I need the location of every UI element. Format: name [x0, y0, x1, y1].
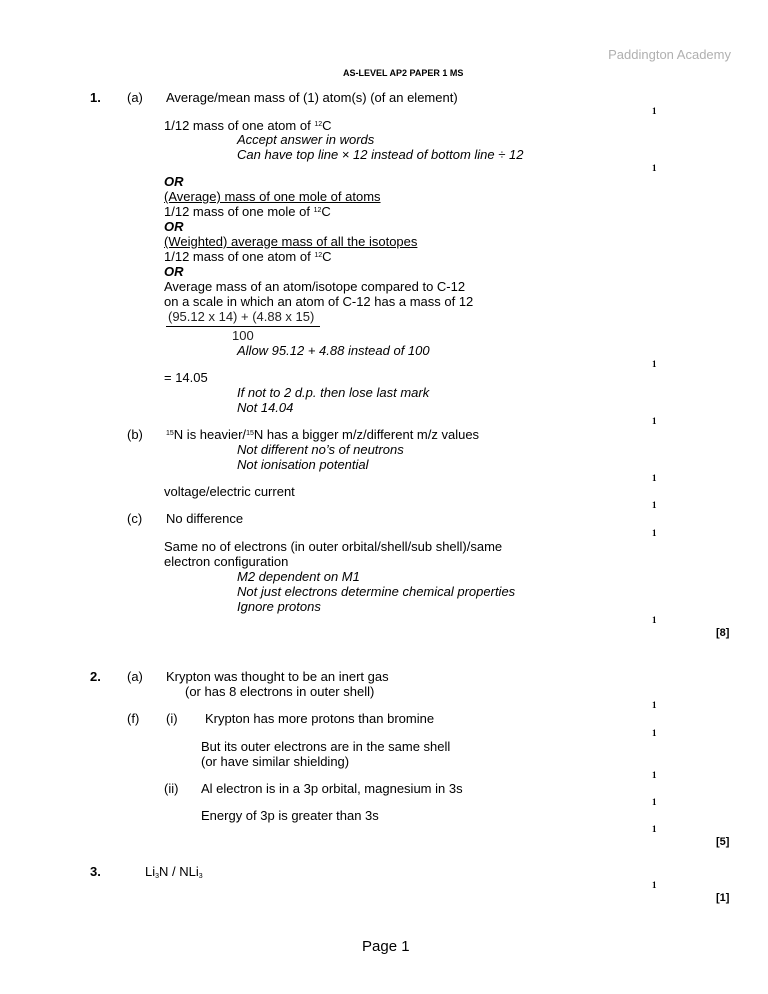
q2f-label: (f): [127, 711, 140, 726]
mark-q1-8: 1: [652, 615, 657, 625]
q1a-alt2: (Weighted) average mass of all the isotopes: [164, 234, 418, 249]
q1a-or-3: OR: [164, 264, 184, 279]
q2-total: [5]: [716, 836, 730, 848]
q2f-i-label: (i): [166, 711, 178, 726]
school-name: Paddington Academy: [608, 47, 731, 62]
mark-q2-5: 1: [652, 824, 657, 834]
q1c-line1: No difference: [166, 511, 244, 526]
q1b-line2: voltage/electric current: [164, 484, 295, 499]
q3-number: 3.: [90, 864, 101, 879]
q2a-label: (a): [127, 669, 143, 684]
q1a-fraction-numerator: (95.12 x 14) + (4.88 x 15): [168, 309, 315, 324]
q1a-not-note: Not 14.04: [237, 400, 294, 415]
q3-answer: $Li_3N / NLi_3$: [145, 864, 203, 880]
q1a-line1: Average/mean mass of (1) atom(s) (of an element): [166, 90, 458, 105]
mark-q1-3: 1: [652, 359, 657, 369]
q1b-line1: $^{15}$N is heavier/$^{15}$N has a bigger m/z/different m/z values: [166, 427, 480, 442]
mark-q2-3: 1: [652, 770, 657, 780]
mark-q2-1: 1: [652, 700, 657, 710]
q1-number: 1.: [90, 90, 101, 105]
mark-q3-1: 1: [652, 880, 657, 890]
mark-q1-5: 1: [652, 473, 657, 483]
q1a-or-2: OR: [164, 219, 184, 234]
mark-q1-4: 1: [652, 416, 657, 426]
q2f-ii-line2: Energy of 3p is greater than 3s: [201, 808, 379, 823]
q2a-line1: Krypton was thought to be an inert gas: [166, 669, 389, 684]
q1a-line2: 1/12 mass of one atom of $^{12}$C: [164, 118, 332, 133]
q2f-i-line2: But its outer electrons are in the same shell: [201, 739, 451, 754]
page-number: Page 1: [362, 938, 410, 955]
mark-q1-7: 1: [652, 528, 657, 538]
q1c-line3: electron configuration: [164, 554, 289, 569]
q2f-ii-label: (ii): [164, 781, 179, 796]
q2f-ii-line1: Al electron is in a 3p orbital, magnesium in 3s: [201, 781, 463, 796]
q2a-line2: (or has 8 electrons in outer shell): [185, 684, 375, 699]
q1a-alt3a: Average mass of an atom/isotope compared to C-12: [164, 279, 466, 294]
q1a-note2: Can have top line × 12 instead of bottom line ÷ 12: [237, 147, 524, 162]
mark-q1-2: 1: [652, 163, 657, 173]
q1b-note2: Not ionisation potential: [237, 457, 369, 472]
q1-total: [8]: [716, 627, 730, 639]
q1a-label: (a): [127, 90, 143, 105]
q2f-i-line1: Krypton has more protons than bromine: [205, 711, 435, 726]
q1c-label: (c): [127, 511, 143, 526]
q1b-label: (b): [127, 427, 143, 442]
mark-q2-4: 1: [652, 797, 657, 807]
q1a-alt2b: 1/12 mass of one atom of $^{12}$C: [164, 249, 332, 264]
q1a-alt3b: on a scale in which an atom of C-12 has a mass of 12: [164, 294, 474, 309]
paper-title: AS-LEVEL AP2 PAPER 1 MS: [343, 68, 464, 78]
q1a-fraction-bar: [166, 326, 320, 327]
q1a-answer: = 14.05: [164, 370, 208, 385]
q2-number: 2.: [90, 669, 101, 684]
q1a-alt1: (Average) mass of one mole of atoms: [164, 189, 381, 204]
q3-total: [1]: [716, 892, 730, 904]
mark-q1-6: 1: [652, 500, 657, 510]
q1a-alt1b: 1/12 mass of one mole of $^{12}$C: [164, 204, 331, 219]
q1a-or-1: OR: [164, 174, 184, 189]
q1c-note3: Ignore protons: [237, 599, 321, 614]
mark-q1-1: 1: [652, 106, 657, 116]
q1a-fraction-denominator: 100: [232, 328, 254, 343]
q1c-note1: M2 dependent on M1: [237, 569, 360, 584]
q1a-allow-note: Allow 95.12 + 4.88 instead of 100: [237, 343, 430, 358]
q1c-note2: Not just electrons determine chemical properties: [237, 584, 516, 599]
q1a-note1: Accept answer in words: [237, 132, 375, 147]
mark-q2-2: 1: [652, 728, 657, 738]
q1c-line2: Same no of electrons (in outer orbital/shell/sub shell)/same: [164, 539, 503, 554]
q2f-i-line3: (or have similar shielding): [201, 754, 350, 769]
q1b-note1: Not different no’s of neutrons: [237, 442, 404, 457]
q1a-dp-note: If not to 2 d.p. then lose last mark: [237, 385, 430, 400]
